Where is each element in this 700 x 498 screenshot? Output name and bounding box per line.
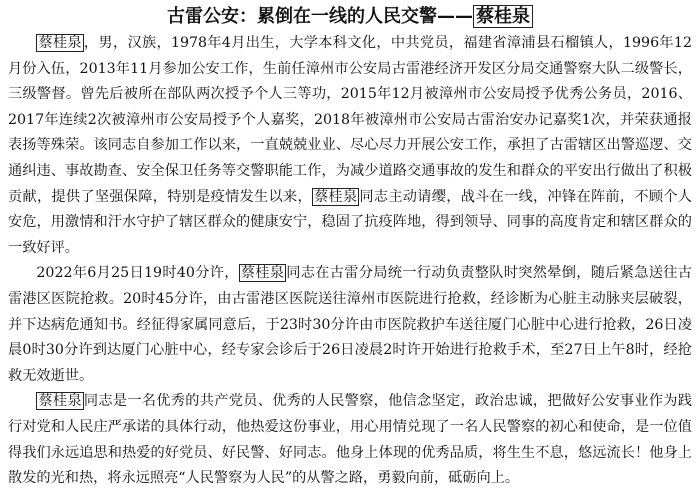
paragraph-text: 同志在古雷分局统一行动负责整队时突然晕倒，随后紧急送往古雷港区医院抢救。20时45分许，由古雷港区医院送往漳州市医院进行抢救，经诊断为心脏主动脉夹层破裂，并下达病危通知书。经征得家属同意后，于23时30分许由市医院救护车送往厦门心脏中心进行抢救，26日凌晨0时30分许到达厦门心脏中心，经专家会诊后于26日凌晨2时许开始进行抢救手术，至27日上午8时，经抢救无效逝世。: [8, 265, 692, 384]
paragraph-text: 2022年6月25日19时40分许，: [36, 265, 239, 282]
title-prefix: 古雷公安：累倒在一线的人民交警——: [167, 6, 473, 27]
page-title: [8, 4, 692, 30]
paragraph-incident: [8, 261, 692, 389]
paragraph-biography: [8, 31, 692, 261]
name-highlight: 蔡桂泉: [240, 265, 285, 282]
paragraph-text: 同志是一名优秀的共产党员、优秀的人民警察，他信念坚定，政治忠诚，把做好公安事业作为践行对党和人民庄严承诺的具体行动，他热爱这份事业，用心用情兑现了一名人民警察的初心和使命，是一位值得我们永远追思和热爱的好党员、好民警、好同志。他身上体现的优秀品质，将生生不息，悠远流长！他身上散发的光和热，将永远照亮“人民警察为人民”的从警之路，勇毅向前，砥砺向上。: [8, 393, 692, 487]
name-highlight: 蔡桂泉: [313, 188, 358, 205]
name-highlight: 蔡桂泉: [38, 393, 82, 410]
paragraph-text: 同志主动请缨，战斗在一线，冲锋在阵前，不顾个人安危，用激情和汗水守护了辖区群众的健康安宁，稳固了抗疫阵地，得到领导、同事的高度肯定和辖区群众的一致好评。: [8, 188, 692, 256]
paragraph-tribute: [8, 389, 692, 491]
title-name-highlight: 蔡桂泉: [473, 5, 533, 28]
name-highlight: 蔡桂泉: [38, 35, 82, 51]
paragraph-text: ，男，汉族，1978年4月出生，大学本科文化，中共党员，福建省漳浦县石榴镇人，1996年12月份入伍，2013年11月参加公安工作，生前任漳州市公安局古雷港经济开发区分局交通警察大队二级警长，三级警督。曾先后被所在部队两次授予个人三等功，2015年12月被漳州市公安局授予优秀公务员，2016、2017年连续2次被漳州市公安局授予个人嘉奖，2018年被漳州市公安局古雷治安办记嘉奖1次，并荣获通报表扬等殊荣。该同志自参加工作以来，一直兢兢业业、尽心尽力开展公安工作，承担了古雷辖区出警巡逻、交通纠违、事故勘查、安全保卫任务等交警职能工作，为减少道路交通事故的发生和群众的平安出行做出了积极贡献，提供了坚强保障，特别是疫情发生以来，: [8, 35, 692, 205]
